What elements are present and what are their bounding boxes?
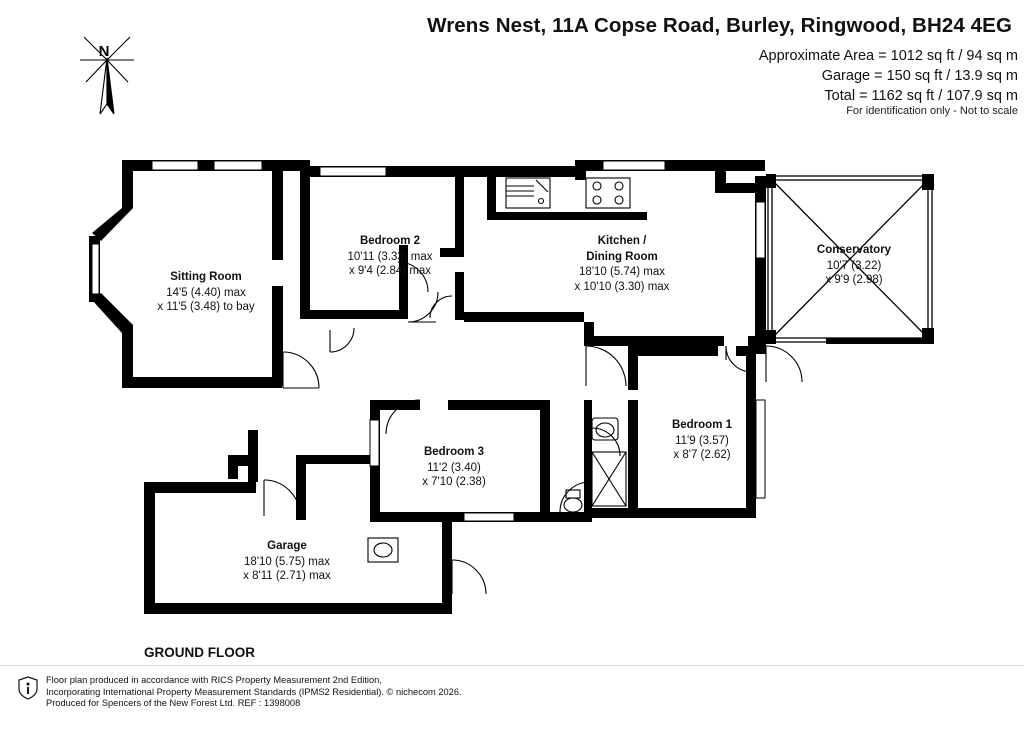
total-area-text: Total = 1162 sq ft / 107.9 sq m [824, 88, 1018, 104]
page-title: Wrens Nest, 11A Copse Road, Burley, Ringwood, BH24 4EG [427, 14, 1012, 37]
room-dimension: x 9'4 (2.84) max [348, 265, 432, 277]
room-dimension: 18'10 (5.74) max [579, 266, 665, 278]
disclaimer-text: For identification only - Not to scale [846, 105, 1018, 117]
room-label-sitting-room [146, 270, 266, 315]
room-label-garage [232, 539, 342, 584]
room-label-bedroom-2 [334, 234, 446, 279]
room-label-bedroom-3 [406, 445, 502, 490]
footer-line-2: Incorporating International Property Measurement Standards (IPMS2 Residential). © nichecom 2026. [46, 686, 462, 697]
room-dimension: 11'2 (3.40) [427, 461, 481, 474]
footer-text [46, 675, 806, 710]
footer-divider [0, 665, 1024, 666]
footer-line-1: Floor plan produced in accordance with RICS Property Measurement 2nd Edition, [46, 675, 382, 685]
room-name: Conservatory [816, 244, 892, 256]
room-dimension: x 11'5 (3.48) to bay [157, 301, 255, 313]
room-dimension: 14'5 (4.40) max [166, 286, 246, 299]
room-name: Garage [267, 540, 307, 552]
room-dimension: 18'10 (5.75) max [244, 555, 330, 568]
room-dimension: x 8'7 (2.62) [673, 449, 731, 461]
room-dimension: 10'11 (3.33) max [347, 250, 433, 263]
garage-area-text: Garage = 150 sq ft / 13.9 sq m [821, 68, 1018, 84]
room-name: Sitting Room [170, 271, 242, 283]
room-dimension: x 9'9 (2.98) [825, 274, 883, 286]
compass-north-label: N [98, 43, 110, 60]
room-name: Bedroom 2 [359, 235, 421, 247]
room-label-conservatory [806, 243, 902, 288]
footer-line-3: Produced for Spencers of the New Forest Ltd. REF : 1398008 [46, 698, 301, 709]
room-dimension: 11'9 (3.57) [675, 434, 729, 447]
room-label-kitchen-dining-room [562, 234, 682, 294]
info-badge-icon [18, 676, 38, 700]
room-dimension: 10'7 (3.22) [826, 259, 882, 272]
room-name: Bedroom 1 [671, 419, 733, 431]
approximate-area-text: Approximate Area = 1012 sq ft / 94 sq m [758, 48, 1018, 64]
room-name: Bedroom 3 [423, 446, 485, 458]
room-name: Kitchen / [597, 235, 647, 247]
room-dimension: x 7'10 (2.38) [422, 476, 486, 488]
room-name-line2: Dining Room [586, 250, 658, 263]
floor-label: GROUND FLOOR [144, 645, 255, 660]
room-dimension: x 10'10 (3.30) max [574, 280, 670, 293]
room-label-bedroom-1 [656, 418, 748, 463]
room-dimension: x 8'11 (2.71) max [243, 570, 331, 582]
